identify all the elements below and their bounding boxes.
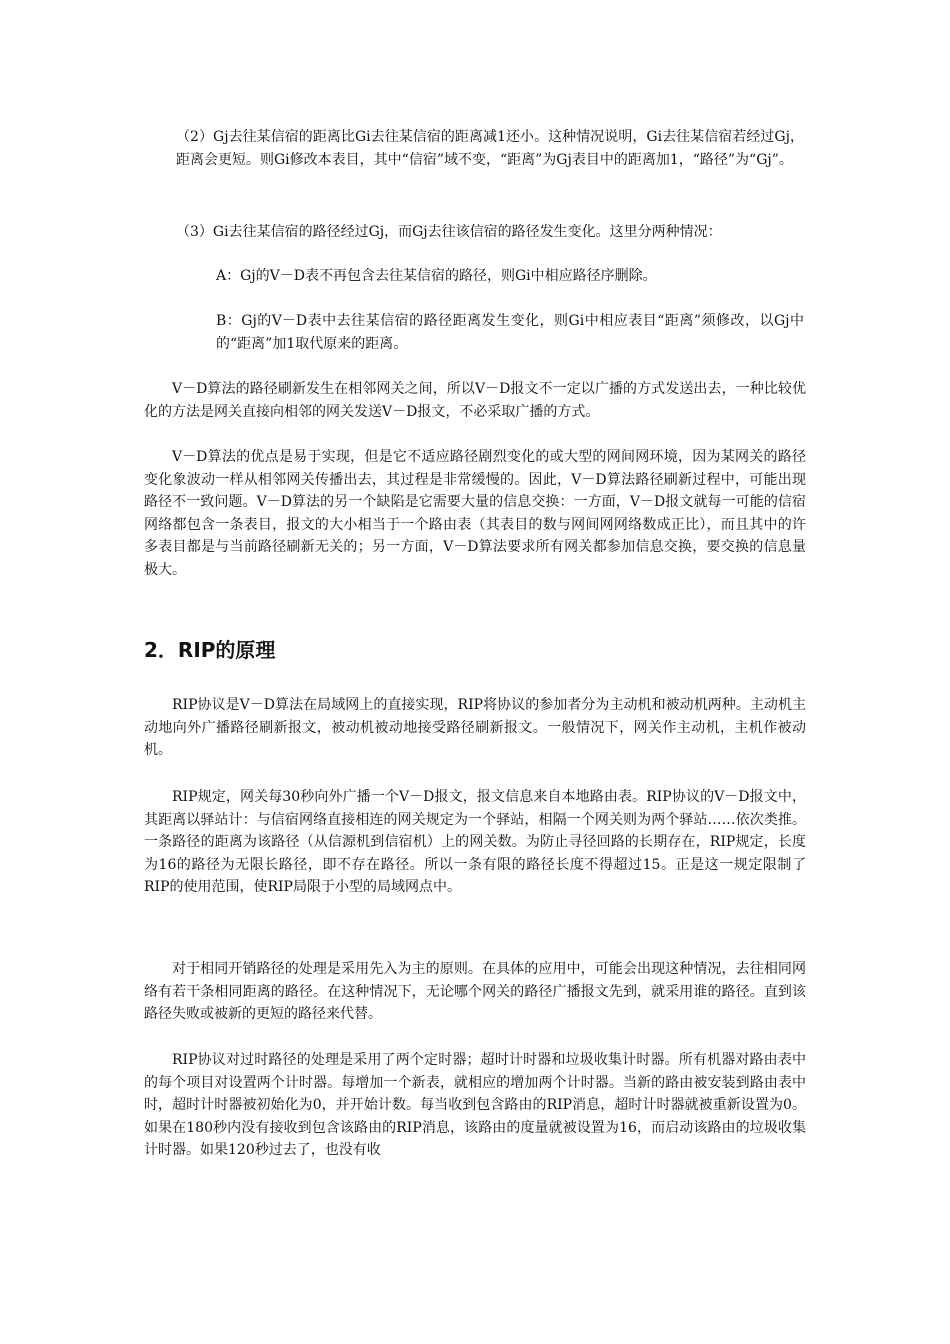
list-item-3: （3）Gi去往某信宿的路径经过Gj，而Gj去往该信宿的路径发生变化。这里分两种情况： [176, 224, 722, 240]
paragraph-timers: RIP协议对过时路径的处理是采用了两个定时器；超时计时器和垃圾收集计时器。所有机器对路由表中的每个项目对设置两个计时器。每增加一个新表，就相应的增加两个计时器。当新的路由被安装到路由表中时，超时计时器被初始化为0，并开始计数。每当收到包含路由的RIP消息，超时计时器就被重新设置为0。如果在180秒内没有接收到包含该路由的RIP消息，该路由的度量就被设置为16，而启动该路由的垃圾收集计时器。如果120秒过去了，也没有收 [144, 1052, 806, 1158]
paragraph-vd-pros-cons: V－D算法的优点是易于实现，但是它不适应路径剧烈变化的或大型的网间网环境，因为某网关的路径变化象波动一样从相邻网关传播出去，其过程是非常缓慢的。因此，V－D算法路径刷新过程中，可能出现路径不一致问题。V－D算法的另一个缺陷是它需要大量的信息交换：一方面，V－D报文就每一可能的信宿网络都包含一条表目，报文的大小相当于一个路由表（其表目的数与网间网网络数成正比），而且其中的许多表目都是与当前路径刷新无关的；另一方面，V－D算法要求所有网关都参加信息交换，要交换的信息量极大。 [144, 449, 806, 578]
paragraph-vd-refresh: V－D算法的路径刷新发生在相邻网关之间，所以V－D报文不一定以广播的方式发送出去，一种比较优化的方法是网关直接向相邻的网关发送V－D报文，不必采取广播的方式。 [144, 381, 806, 420]
list-item-2: （2）Gj去往某信宿的距离比Gi去往某信宿的距离减1还小。这种情况说明，Gi去往某信宿若经过Gj，距离会更短。则Gi修改本表目，其中“信宿”域不变，“距离”为Gj表目中的距离加1，“路径”为“Gj”。 [176, 129, 804, 168]
paragraph-rip-rules: RIP规定，网关每30秒向外广播一个V－D报文，报文信息来自本地路由表。RIP协议的V－D报文中，其距离以驿站计：与信宿网络直接相连的网关规定为一个驿站，相隔一个网关则为两个驿站……依次类推。一条路径的距离为该路径（从信源机到信宿机）上的网关数。为防止寻径回路的长期存在，RIP规定，长度为16的路径为无限长路径，即不存在路径。所以一条有限的路径长度不得超过15。正是这一规定限制了RIP的使用范围，使RIP局限于小型的局域网点中。 [144, 789, 806, 895]
paragraph-rip-intro: RIP协议是V－D算法在局域网上的直接实现，RIP将协议的参加者分为主动机和被动机两种。主动机主动地向外广播路径刷新报文，被动机被动地接受路径刷新报文。一般情况下，网关作主动机，主机作被动机。 [144, 697, 806, 758]
paragraph-same-cost: 对于相同开销路径的处理是采用先入为主的原则。在具体的应用中，可能会出现这种情况，去往相同网络有若干条相同距离的路径。在这种情况下，无论哪个网关的路径广播报文先到，就采用谁的路径。直到该路径失败或被新的更短的路径来代替。 [144, 961, 806, 1022]
section-heading: 2．RIP的原理 [144, 638, 276, 662]
sub-item-a: A：Gj的V－D表不再包含去往某信宿的路径，则Gi中相应路径序删除。 [216, 268, 657, 284]
sub-item-b: B：Gj的V－D表中去往某信宿的路径距离发生变化，则Gi中相应表目“距离”须修改，以Gj中的“距离”加1取代原来的距离。 [216, 313, 804, 352]
